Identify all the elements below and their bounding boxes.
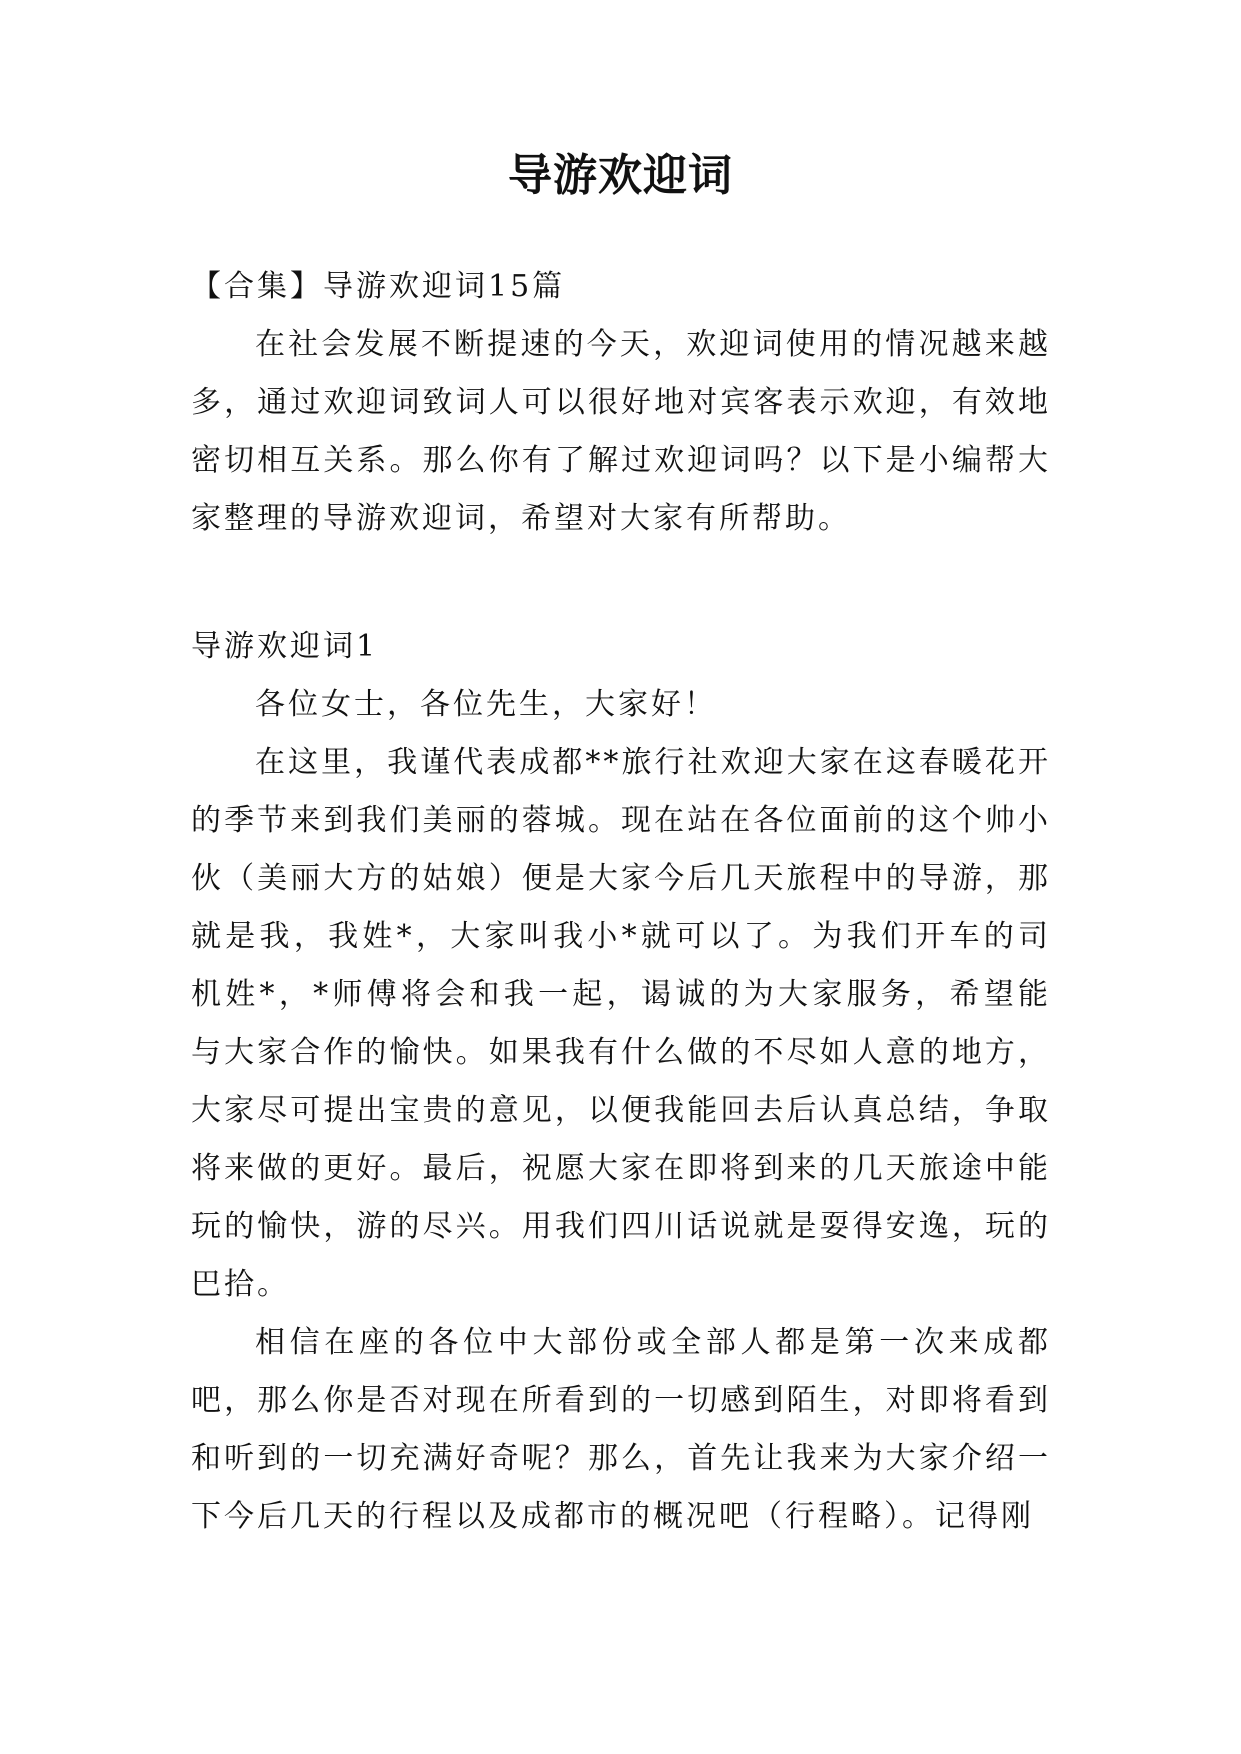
body-paragraph-1: 在这里，我谨代表成都**旅行社欢迎大家在这春暖花开的季节来到我们美丽的蓉城。现在站在各位面前的这个帅小伙（美丽大方的姑娘）便是大家今后几天旅程中的导游，那就是我，我姓*，大家叫我小*就可以了。为我们开车的司机姓*，*师傅将会和我一起，谒诚的为大家服务，希望能与大家合作的愉快。如果我有什么做的不尽如人意的地方，大家尽可提出宝贵的意见，以便我能回去后认真总结，争取将来做的更好。最后，祝愿大家在即将到来的几天旅途中能玩的愉快，游的尽兴。用我们四川话说就是耍得安逸，玩的巴拾。: [191, 745, 1051, 1302]
page-title: 导游欢迎词: [508, 150, 733, 201]
greeting-paragraph: 各位女士，各位先生，大家好！: [255, 687, 717, 722]
body-paragraph-2: 相信在座的各位中大部份或全部人都是第一次来成都吧，那么你是否对现在所看到的一切感到陌生，对即将看到和听到的一切充满好奇呢？那么，首先让我来为大家介绍一下今后几天的行程以及成都市的概况吧（行程略）。记得刚: [191, 1325, 1051, 1534]
collection-heading: 【合集】导游欢迎词15篇: [191, 269, 566, 304]
section-1: [191, 618, 1051, 1546]
intro-block: [191, 258, 1051, 548]
intro-paragraph: 在社会发展不断提速的今天，欢迎词使用的情况越来越多，通过欢迎词致词人可以很好地对宾客表示欢迎，有效地密切相互关系。那么你有了解过欢迎词吗？以下是小编帮大家整理的导游欢迎词，希望对大家有所帮助。: [191, 327, 1051, 536]
section-heading: 导游欢迎词1: [191, 629, 379, 664]
